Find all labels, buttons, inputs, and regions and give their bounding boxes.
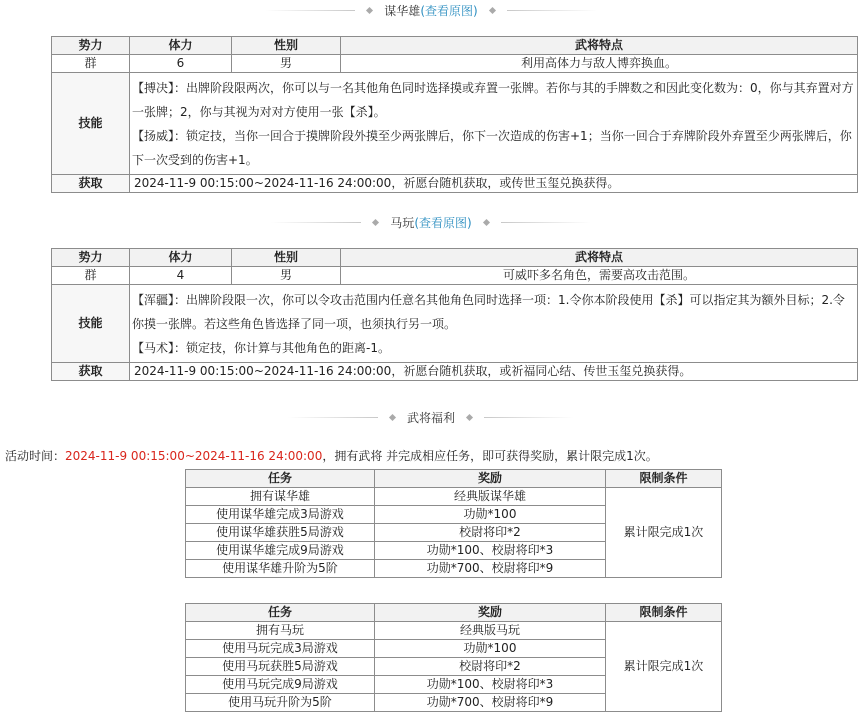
section-title-welfare [0, 408, 862, 426]
task-cell: 使用谋华雄升阶为5阶 [186, 560, 375, 578]
header-task: 任务 [186, 470, 375, 488]
view-original-link[interactable]: (查看原图) [420, 3, 478, 18]
header-hp: 体力 [130, 249, 232, 267]
skill-text: 【浑疆】：出牌阶段限一次，你可以令攻击范围内任意名其他角色同时选择一项：1.令你本阶段使用【杀】可以指定其为额外目标；2.令你摸一张牌。若这些角色皆选择了同一项，也须执行另一项。 [132, 293, 845, 331]
general-table-mawan [51, 248, 858, 381]
divider-line [484, 417, 574, 418]
view-original-link[interactable]: (查看原图) [414, 215, 472, 230]
diamond-icon [366, 6, 373, 13]
activity-label: 活动时间： [5, 449, 66, 463]
header-faction: 势力 [52, 37, 130, 55]
skill-label: 技能 [52, 73, 130, 175]
reward-cell: 经典版谋华雄 [375, 488, 606, 506]
reward-cell: 功勋*100、校尉将印*3 [375, 542, 606, 560]
task-cell: 使用马玩完成9局游戏 [186, 676, 375, 694]
obtain-value: 2024-11-9 00:15:00~2024-11-16 24:00:00，祈愿台随机获取，或祈福同心结、传世玉玺兑换获得。 [130, 363, 858, 381]
skill-text: 【马术】：锁定技，你计算与其他角色的距离-1。 [132, 341, 390, 355]
divider-line [265, 10, 355, 11]
reward-cell: 校尉将印*2 [375, 658, 606, 676]
activity-line [5, 447, 658, 464]
diamond-icon [372, 218, 379, 225]
reward-cell: 功勋*100 [375, 640, 606, 658]
header-reward: 奖励 [375, 604, 606, 622]
header-limit: 限制条件 [606, 604, 722, 622]
header-feature: 武将特点 [341, 37, 858, 55]
header-gender: 性别 [232, 249, 341, 267]
reward-cell: 功勋*100 [375, 506, 606, 524]
diamond-icon [389, 413, 396, 420]
diamond-icon [483, 218, 490, 225]
obtain-label: 获取 [52, 175, 130, 193]
task-cell: 使用谋华雄完成9局游戏 [186, 542, 375, 560]
task-cell: 使用马玩完成3局游戏 [186, 640, 375, 658]
skill-text: 【搏决】：出牌阶段限两次，你可以与一名其他角色同时选择摸或弃置一张牌。若你与其的手牌数之和因此变化数为：0，你与其弃置对方一张牌；2，你与其视为对对方使用一张【杀】。 [132, 81, 854, 119]
skill-label: 技能 [52, 285, 130, 363]
reward-cell: 功勋*100、校尉将印*3 [375, 676, 606, 694]
task-cell: 使用谋华雄获胜5局游戏 [186, 524, 375, 542]
task-cell: 使用谋华雄完成3局游戏 [186, 506, 375, 524]
activity-time: 2024-11-9 00:15:00~2024-11-16 24:00:00 [65, 449, 323, 463]
general-name: 马玩 [390, 215, 415, 230]
reward-cell: 功勋*700、校尉将印*9 [375, 560, 606, 578]
section-title-huaxiong [0, 1, 862, 19]
faction-value: 群 [52, 267, 130, 285]
task-cell: 使用马玩获胜5局游戏 [186, 658, 375, 676]
task-cell: 拥有谋华雄 [186, 488, 375, 506]
gender-value: 男 [232, 267, 341, 285]
hp-value: 4 [130, 267, 232, 285]
table-row [186, 622, 722, 640]
feature-value: 可威吓多名角色，需要高攻击范围。 [341, 267, 858, 285]
hp-value: 6 [130, 55, 232, 73]
skills-cell [130, 285, 858, 363]
faction-value: 群 [52, 55, 130, 73]
header-task: 任务 [186, 604, 375, 622]
skills-cell [130, 73, 858, 175]
feature-value: 利用高体力与敌人博弈换血。 [341, 55, 858, 73]
reward-cell: 经典版马玩 [375, 622, 606, 640]
header-faction: 势力 [52, 249, 130, 267]
header-feature: 武将特点 [341, 249, 858, 267]
header-limit: 限制条件 [606, 470, 722, 488]
obtain-label: 获取 [52, 363, 130, 381]
limit-cell: 累计限完成1次 [606, 488, 722, 578]
task-cell: 拥有马玩 [186, 622, 375, 640]
obtain-value: 2024-11-9 00:15:00~2024-11-16 24:00:00，祈愿台随机获取，或传世玉玺兑换获得。 [130, 175, 858, 193]
reward-cell: 功勋*700、校尉将印*9 [375, 694, 606, 712]
section-title-mawan [0, 213, 862, 231]
divider-line [507, 10, 597, 11]
activity-desc: ，拥有武将 并完成相应任务，即可获得奖励，累计限完成1次。 [322, 449, 658, 463]
skill-text: 【扬威】：锁定技，当你一回合于摸牌阶段外摸至少两张牌后，你下一次造成的伤害+1；当你一回合于弃牌阶段外弃置至少两张牌后，你下一次受到的伤害+1。 [132, 129, 852, 167]
reward-cell: 校尉将印*2 [375, 524, 606, 542]
general-name: 谋华雄 [384, 3, 421, 18]
header-reward: 奖励 [375, 470, 606, 488]
divider-line [501, 222, 591, 223]
task-table-huaxiong [185, 469, 722, 578]
task-table-mawan [185, 603, 722, 712]
limit-cell: 累计限完成1次 [606, 622, 722, 712]
task-cell: 使用马玩升阶为5阶 [186, 694, 375, 712]
diamond-icon [489, 6, 496, 13]
gender-value: 男 [232, 55, 341, 73]
header-hp: 体力 [130, 37, 232, 55]
table-row [186, 488, 722, 506]
header-gender: 性别 [232, 37, 341, 55]
general-table-huaxiong [51, 36, 858, 193]
divider-line [271, 222, 361, 223]
divider-line [288, 417, 378, 418]
welfare-title: 武将福利 [406, 410, 455, 425]
diamond-icon [466, 413, 473, 420]
